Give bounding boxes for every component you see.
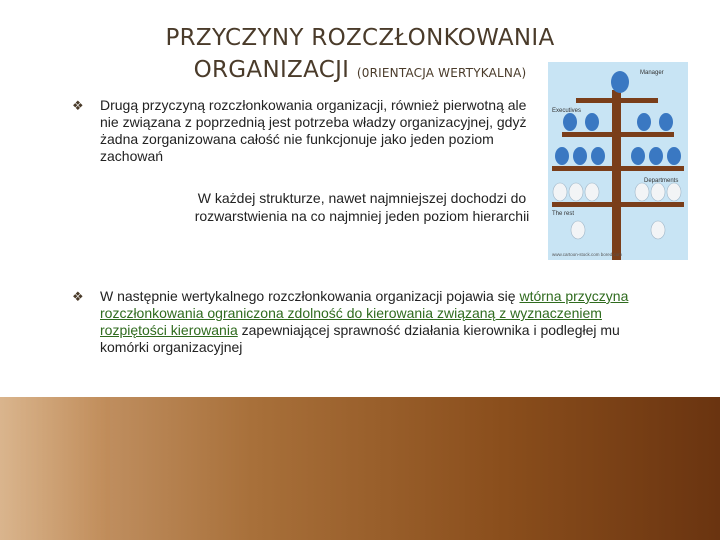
bullet-span-of-control	[72, 288, 632, 356]
crossbar-top	[576, 98, 658, 103]
bullet-text-after: zapewniającej sprawność działania kierownika i podległej mu komórki organizacyjnej	[100, 322, 620, 355]
label-the-rest: The rest	[552, 211, 575, 217]
bird	[659, 113, 673, 131]
title-main: ORGANIZACJI	[193, 57, 350, 83]
label-executives: Executives	[552, 108, 582, 114]
bullet-diamond-icon: ❖	[72, 98, 84, 113]
bird	[667, 183, 681, 201]
bird	[635, 183, 649, 201]
cartoon-image	[548, 62, 688, 260]
bullet-text: Drugą przyczyną rozczłonkowania organizacji, również pierwotną ale nie związana z poprzednią jest potrzeba władzy organizacyjnej, gdyż żadna zorganizowana całość nie funkcjonuje jako jeden poziom zachowań	[100, 97, 527, 164]
indented-paragraph	[152, 189, 575, 225]
bird	[573, 147, 587, 165]
bird	[555, 147, 569, 165]
crossbar-4	[552, 202, 684, 207]
title-line-1: PRZYCZYNY ROZCZŁONKOWANIA	[165, 25, 555, 51]
bird	[591, 147, 605, 165]
label-manager: Manager	[640, 70, 664, 76]
indented-line-2: rozwarstwienia na co najmniej jeden poziom hierarchii	[194, 208, 530, 224]
image-credit: www.cartoon-stock.com bored.com	[552, 252, 623, 257]
manager-bird	[611, 71, 629, 93]
decorative-footer-band	[0, 397, 720, 540]
pole	[612, 90, 621, 260]
bullet-text	[72, 288, 632, 356]
bird	[631, 147, 645, 165]
crossbar-3	[552, 166, 684, 171]
footer-light-stripe	[0, 397, 110, 540]
bird	[571, 221, 585, 239]
bullet-text-before: W następnie wertykalnego rozczłonkowania organizacji pojawia się	[100, 288, 520, 304]
bird	[553, 183, 567, 201]
bullet-power-hierarchy	[72, 97, 532, 165]
span-of-control-link[interactable]: wtórna przyczyna rozczłonkowania ograniczona zdolność do kierowania związaną z wyznaczeniem rozpiętości kierowania	[100, 288, 629, 338]
bird	[585, 183, 599, 201]
bird	[637, 113, 651, 131]
indented-line-1: W każdej strukturze, nawet najmniejszej dochodzi do	[197, 190, 527, 206]
bullet-diamond-icon: ❖	[72, 289, 84, 304]
bird	[651, 183, 665, 201]
bird	[667, 147, 681, 165]
bird	[651, 221, 665, 239]
label-departments: Departments	[644, 178, 679, 184]
bird-pole-illustration	[548, 62, 688, 260]
bird	[585, 113, 599, 131]
bird	[649, 147, 663, 165]
bird	[569, 183, 583, 201]
bird	[563, 113, 577, 131]
crossbar-2	[562, 132, 674, 137]
title-subtitle: (0RIENTACJA WERTYKALNA)	[356, 66, 527, 80]
